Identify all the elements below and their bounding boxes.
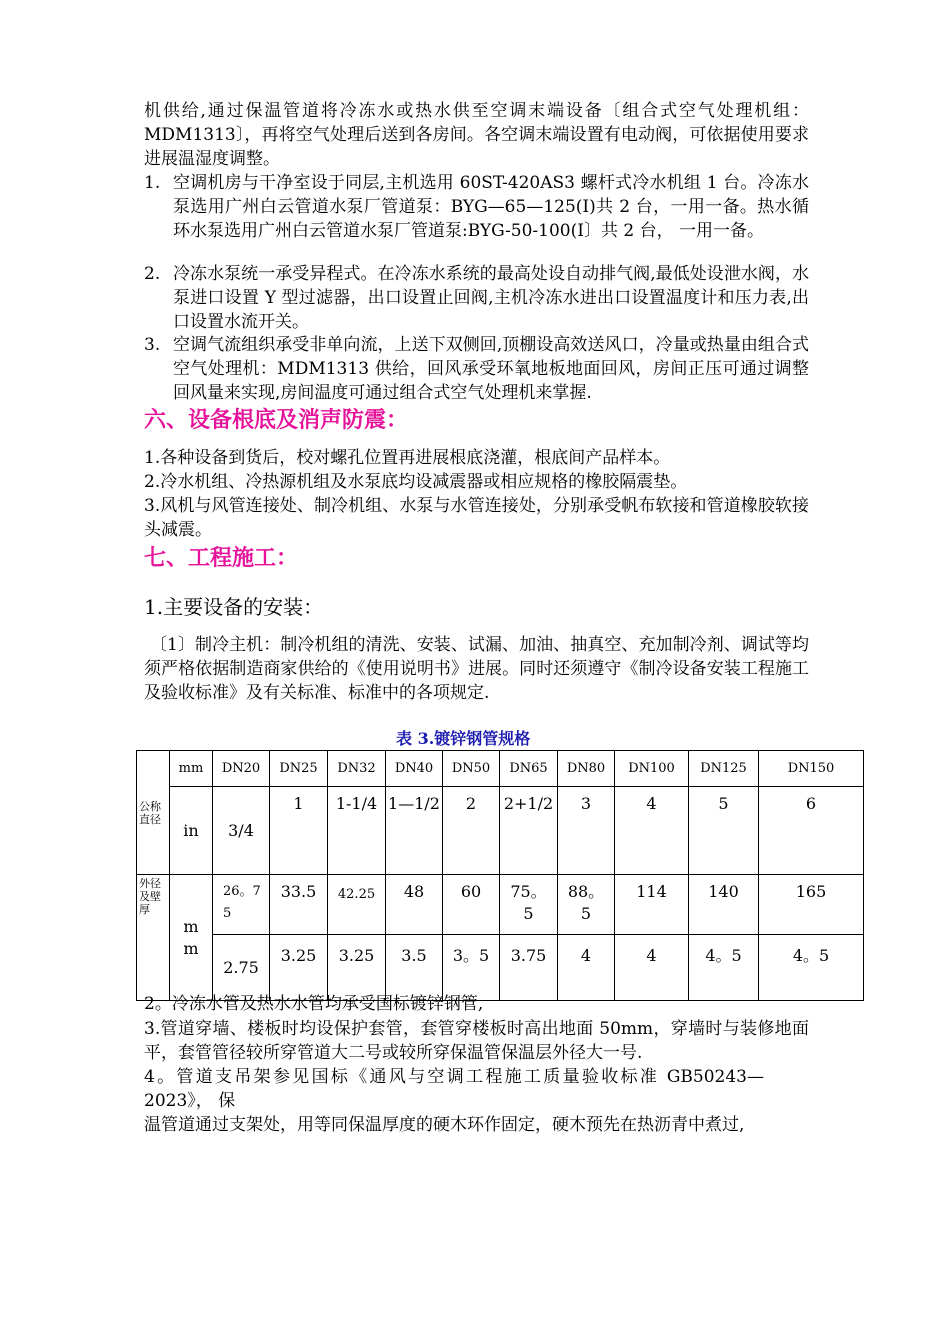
list-text: 冷冻水泵统一承受异程式。在冷冻水系统的最高处设自动排气阀,最低处设泄水阀，水泵进口设置 Y 型过滤器，出口设置止回阀,主机冷冻水进出口设置温度计和压力表,出口设置水流开关。 (173, 264, 809, 332)
inch-cell: 3/4 (213, 787, 270, 875)
table-row (137, 751, 864, 787)
section-6-item: 3.风机与风管连接处、制冷机组、水泵与水管连接处，分别承受帆布软接和管道橡胶软接头减震。 (144, 496, 809, 540)
intro-paragraph: 机供给,通过保温管道将冷冻水或热水供至空调末端设备〔组合式空气处理机组：MDM1313〕，再将空气处理后送到各房间。各空调末端设置有电动阀，可依据使用要求进展温湿度调整。 (144, 101, 809, 169)
list-text: 空调机房与干净室设于同层,主机选用 60ST-420AS3 螺杆式冷水机组 1 台。冷冻水泵选用广州白云管道水泵厂管道泵：BYG—65—125(I)共 2 台，一用一备。热水循环水泵选用广州白云管道水泵厂管道泵:BYG-50-100(I〕共 2 台， 一用一备。 (173, 173, 809, 241)
table-row (137, 787, 864, 875)
after-item-3: 3.管道穿墙、楼板时均设保护套管，套管穿楼板时高出地面 50mm，穿墙时与装修地面平，套管管径较所穿管道大二号或较所穿保温管保温层外径大一号. (144, 1019, 809, 1063)
wall-cell: 3.75 (500, 935, 558, 1001)
list-item (144, 262, 809, 334)
wall-cell: 3。5 (443, 935, 500, 1001)
table-row (137, 935, 864, 1001)
wall-cell: 3.5 (386, 935, 443, 1001)
wall-cell: 4。5 (689, 935, 759, 1001)
od-cell: 140 (689, 875, 759, 935)
section-6-heading: 六、设备根底及消声防震： (144, 407, 409, 433)
inch-cell: 3 (558, 787, 615, 875)
pipe-spec-table (136, 750, 864, 1001)
dn-cell: DN100 (615, 751, 689, 787)
after-item-2: 2。冷冻水管及热水水管均承受国标镀锌钢管, (144, 994, 484, 1014)
od-cell: 48 (386, 875, 443, 935)
list-number: 1. (144, 173, 161, 193)
unit-cell: in (170, 787, 213, 875)
dn-cell: DN25 (270, 751, 328, 787)
od-cell: 60 (443, 875, 500, 935)
unit-cell: mm (170, 875, 213, 1001)
section-6-item: 2.冷水机组、冷热源机组及水泵底均设减震器或相应规格的橡胶隔震垫。 (144, 472, 688, 492)
inch-cell: 5 (689, 787, 759, 875)
table-row (137, 875, 864, 935)
inch-cell: 1-1/4 (328, 787, 386, 875)
od-cell: 42.25 (328, 875, 386, 935)
inch-cell: 6 (759, 787, 864, 875)
nominal-diameter-label: 公称直径 (137, 751, 170, 875)
inch-cell: 2+1/2 (500, 787, 558, 875)
dn-cell: DN150 (759, 751, 864, 787)
od-cell: 114 (615, 875, 689, 935)
inch-cell: 2 (443, 787, 500, 875)
list-number: 3. (144, 335, 161, 355)
table-caption: 表 3.镀锌钢管规格 (396, 729, 531, 748)
wall-cell: 2.75 (213, 935, 270, 1001)
wall-cell: 3.25 (270, 935, 328, 1001)
od-cell: 26。75 (213, 875, 270, 935)
wall-cell: 4。5 (759, 935, 864, 1001)
install-paragraph: 〔1〕制冷主机：制冷机组的清洗、安装、试漏、加油、抽真空、充加制冷剂、调试等均须严格依据制造商家供给的《使用说明书》进展。同时还须遵守《制冷设备安装工程施工及验收标准》及有关标准、标准中的各项规定. (144, 635, 809, 703)
list-item (144, 333, 809, 405)
section-6-item: 1.各种设备到货后，校对螺孔位置再进展根底浇灌，根底间产品样本。 (144, 448, 671, 468)
list-text: 空调气流组织承受非单向流，上送下双侧回,顶棚设高效送风口，冷量或热量由组合式空气处理机：MDM1313 供给，回风承受环氧地板地面回风，房间正压可通过调整回风量来实现,房间温度可通过组合式空气处理机来掌握. (173, 335, 810, 403)
wall-cell: 4 (558, 935, 615, 1001)
inch-cell: 4 (615, 787, 689, 875)
wall-cell: 3.25 (328, 935, 386, 1001)
od-cell: 88。5 (558, 875, 615, 935)
inch-cell: 1 (270, 787, 328, 875)
dn-cell: DN80 (558, 751, 615, 787)
after-item-4: 4。管道支吊架参见国标《通风与空调工程施工质量验收标准 GB50243—2023》， 保 (144, 1067, 764, 1111)
list-item (144, 171, 809, 243)
dn-cell: DN40 (386, 751, 443, 787)
outer-diameter-label: 外径及壁厚 (137, 875, 170, 1001)
inch-cell: 1—1/2 (386, 787, 443, 875)
od-cell: 165 (759, 875, 864, 935)
od-cell: 33.5 (270, 875, 328, 935)
list-number: 2. (144, 264, 161, 284)
dn-cell: DN125 (689, 751, 759, 787)
after-item-4-continued: 温管道通过支架处，用等同保温厚度的硬木环作固定，硬木预先在热沥青中煮过, (144, 1115, 745, 1135)
section-7-heading: 七、工程施工： (144, 545, 299, 571)
od-cell: 75。5 (500, 875, 558, 935)
dn-cell: DN20 (213, 751, 270, 787)
subsection-heading: 1.主要设备的安装： (144, 595, 324, 619)
dn-cell: DN50 (443, 751, 500, 787)
wall-cell: 4 (615, 935, 689, 1001)
dn-cell: DN32 (328, 751, 386, 787)
dn-cell: DN65 (500, 751, 558, 787)
unit-cell: mm (170, 751, 213, 787)
